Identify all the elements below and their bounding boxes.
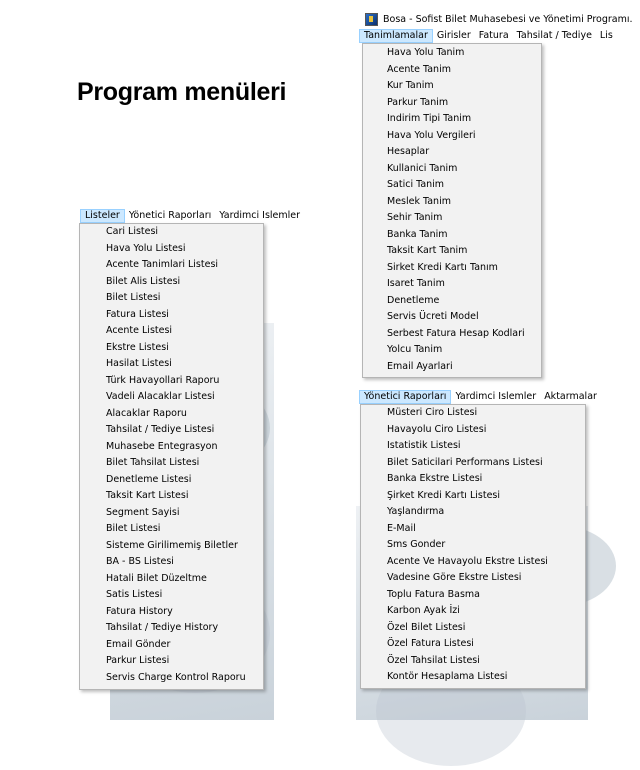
menu-item-bilet-listesi[interactable]: Bilet Listesi	[106, 292, 161, 303]
menu-item-fatura-history[interactable]: Fatura History	[106, 605, 173, 617]
menu-item-taksit-kart-listesi[interactable]: Taksit Kart Listesi	[106, 490, 189, 501]
menu-yardimci-islemler[interactable]: Yardimci Islemler	[455, 390, 537, 402]
menu-item-email-ayarlari[interactable]: Email Ayarlari	[387, 360, 453, 372]
menu-item-parkur-listesi[interactable]: Parkur Listesi	[106, 655, 170, 666]
menu-item-hatali-bilet-duzeltme[interactable]: Hatali Bilet Düzeltme	[106, 572, 207, 584]
tanimlamalar-dropdown	[362, 43, 542, 378]
menu-item-meslek-tanim[interactable]: Meslek Tanim	[387, 195, 451, 207]
menu-item-alacaklar-raporu[interactable]: Alacaklar Raporu	[106, 407, 187, 419]
menu-item-karbon-ayak-izi[interactable]: Karbon Ayak İzi	[387, 605, 460, 616]
window-titlebar	[365, 11, 633, 27]
yonetici-raporlari-dropdown	[360, 404, 586, 689]
menu-item-fatura-listesi[interactable]: Fatura Listesi	[106, 308, 169, 320]
menu-tanimlamalar[interactable]: Tanimlamalar	[359, 29, 433, 43]
menu-item-indirim-tipi-tanim[interactable]: Indirim Tipi Tanim	[387, 113, 472, 124]
menu-item-hasilat-listesi[interactable]: Hasilat Listesi	[106, 358, 172, 369]
menu-item-acente-tanimlari-listesi[interactable]: Acente Tanimlari Listesi	[106, 259, 219, 270]
menu-item-sms-gonder[interactable]: Sms Gonder	[387, 539, 446, 550]
menu-item-denetleme-listesi[interactable]: Denetleme Listesi	[106, 473, 192, 485]
menu-item-bilet-saticilari-performans-listesi[interactable]: Bilet Saticilari Performans Listesi	[387, 456, 543, 468]
page-heading: Program menüleri	[77, 78, 287, 106]
menu-item-yolcu-tanim[interactable]: Yolcu Tanim	[387, 344, 443, 355]
menu-item-ozel-fatura-listesi[interactable]: Özel Fatura Listesi	[387, 638, 474, 649]
yonetici-raporlari-menubar	[359, 389, 601, 404]
menu-yonetici-raporlari[interactable]: Yönetici Raporları	[359, 390, 451, 404]
menu-item-havayolu-ciro-listesi[interactable]: Havayolu Ciro Listesi	[387, 423, 487, 435]
menu-aktarmalar[interactable]: Aktarmalar	[544, 390, 597, 402]
menu-item-yaslandirma[interactable]: Yaşlandırma	[387, 506, 445, 517]
menu-item-denetleme[interactable]: Denetleme	[387, 294, 440, 306]
menu-yonetici-raporlari[interactable]: Yönetici Raporları	[128, 209, 212, 221]
menu-item-toplu-fatura-basma[interactable]: Toplu Fatura Basma	[387, 588, 480, 600]
menu-item-kullanici-tanim[interactable]: Kullanici Tanim	[387, 162, 458, 174]
menu-item-bilet-listesi[interactable]: Bilet Listesi	[106, 523, 161, 534]
menu-item-vadesine-gore-ekstre-listesi[interactable]: Vadesine Göre Ekstre Listesi	[387, 572, 522, 583]
menu-item-bilet-alis-listesi[interactable]: Bilet Alis Listesi	[106, 275, 181, 287]
menu-item-satici-tanim[interactable]: Satici Tanim	[387, 179, 445, 190]
menu-item-sehir-tanim[interactable]: Sehir Tanim	[387, 212, 443, 223]
menu-item-servis-ucreti-model[interactable]: Servis Ücreti Model	[387, 311, 479, 322]
menu-item-hava-yolu-tanim[interactable]: Hava Yolu Tanim	[387, 47, 465, 58]
tanimlamalar-window	[356, 10, 633, 386]
menu-item-parkur-tanim[interactable]: Parkur Tanim	[387, 96, 449, 108]
menu-item-satis-listesi[interactable]: Satis Listesi	[106, 589, 163, 600]
menu-item-turk-havayollari-raporu[interactable]: Türk Havayollari Raporu	[106, 374, 220, 386]
menu-item-bilet-tahsilat-listesi[interactable]: Bilet Tahsilat Listesi	[106, 457, 200, 468]
menu-item-ozel-bilet-listesi[interactable]: Özel Bilet Listesi	[387, 621, 466, 633]
menu-girisler[interactable]: Girisler	[436, 29, 471, 41]
menu-item-servis-charge-kontrol-raporu[interactable]: Servis Charge Kontrol Raporu	[106, 671, 246, 683]
background-image	[542, 50, 588, 386]
menu-item-sirket-kredi-karti-tanim[interactable]: Sirket Kredi Kartı Tanım	[387, 261, 498, 273]
window-title: Bosa - Sofist Bilet Muhasebesi ve Yönetimi Programı.	[383, 13, 633, 25]
menu-item-acente-tanim[interactable]: Acente Tanim	[387, 63, 451, 75]
yonetici-raporlari-window	[356, 386, 597, 720]
menu-item-segment-sayisi[interactable]: Segment Sayisi	[106, 506, 180, 518]
menu-item-hava-yolu-listesi[interactable]: Hava Yolu Listesi	[106, 242, 186, 254]
menu-lis[interactable]: Lis	[599, 29, 613, 41]
menu-fatura[interactable]: Fatura	[478, 29, 509, 41]
menu-item-email-gonder[interactable]: Email Gönder	[106, 638, 171, 650]
menu-listeler[interactable]: Listeler	[80, 209, 125, 223]
listeler-menubar	[80, 208, 304, 223]
menu-item-serbest-fatura-hesap-kodlari[interactable]: Serbest Fatura Hesap Kodlari	[387, 327, 525, 339]
menu-item-isaret-tanim[interactable]: Isaret Tanim	[387, 278, 445, 289]
menu-item-sirket-kredi-karti-listesi[interactable]: Şirket Kredi Kartı Listesi	[387, 489, 501, 501]
listeler-window	[76, 205, 301, 720]
menu-item-banka-tanim[interactable]: Banka Tanim	[387, 228, 448, 240]
menu-item-muhasebe-entegrasyon[interactable]: Muhasebe Entegrasyon	[106, 440, 218, 452]
menu-item-kontor-hesaplama-listesi[interactable]: Kontör Hesaplama Listesi	[387, 671, 508, 682]
menu-item-ba-bs-listesi[interactable]: BA - BS Listesi	[106, 556, 174, 567]
menu-item-e-mail[interactable]: E-Mail	[387, 522, 416, 534]
menu-item-kur-tanim[interactable]: Kur Tanim	[387, 80, 434, 91]
menu-item-cari-listesi[interactable]: Cari Listesi	[106, 226, 159, 237]
tanimlamalar-menubar	[359, 28, 617, 43]
app-icon	[365, 13, 378, 26]
menu-item-istatistik-listesi[interactable]: Istatistik Listesi	[387, 440, 461, 451]
menu-item-taksit-kart-tanim[interactable]: Taksit Kart Tanim	[387, 245, 468, 256]
menu-item-vadeli-alacaklar-listesi[interactable]: Vadeli Alacaklar Listesi	[106, 391, 215, 402]
menu-item-tahsilat-tediye-history[interactable]: Tahsilat / Tediye History	[106, 622, 219, 633]
menu-item-ozel-tahsilat-listesi[interactable]: Özel Tahsilat Listesi	[387, 654, 480, 666]
menu-item-acente-listesi[interactable]: Acente Listesi	[106, 325, 173, 336]
menu-item-hava-yolu-vergileri[interactable]: Hava Yolu Vergileri	[387, 129, 476, 141]
menu-item-hesaplar[interactable]: Hesaplar	[387, 146, 430, 157]
menu-item-banka-ekstre-listesi[interactable]: Banka Ekstre Listesi	[387, 473, 483, 484]
menu-tahsilat-tediye[interactable]: Tahsilat / Tediye	[516, 29, 592, 41]
menu-yardimci-islemler[interactable]: Yardimci Islemler	[219, 209, 301, 221]
menu-item-tahsilat-tediye-listesi[interactable]: Tahsilat / Tediye Listesi	[106, 424, 215, 435]
listeler-dropdown	[79, 223, 264, 690]
menu-item-sisteme-girilimemis-biletler[interactable]: Sisteme Girilimemiş Biletler	[106, 539, 238, 551]
menu-item-acente-ve-havayolu-ekstre-listesi[interactable]: Acente Ve Havayolu Ekstre Listesi	[387, 555, 548, 567]
menu-item-ekstre-listesi[interactable]: Ekstre Listesi	[106, 341, 169, 353]
menu-item-musteri-ciro-listesi[interactable]: Müsteri Ciro Listesi	[387, 407, 478, 418]
